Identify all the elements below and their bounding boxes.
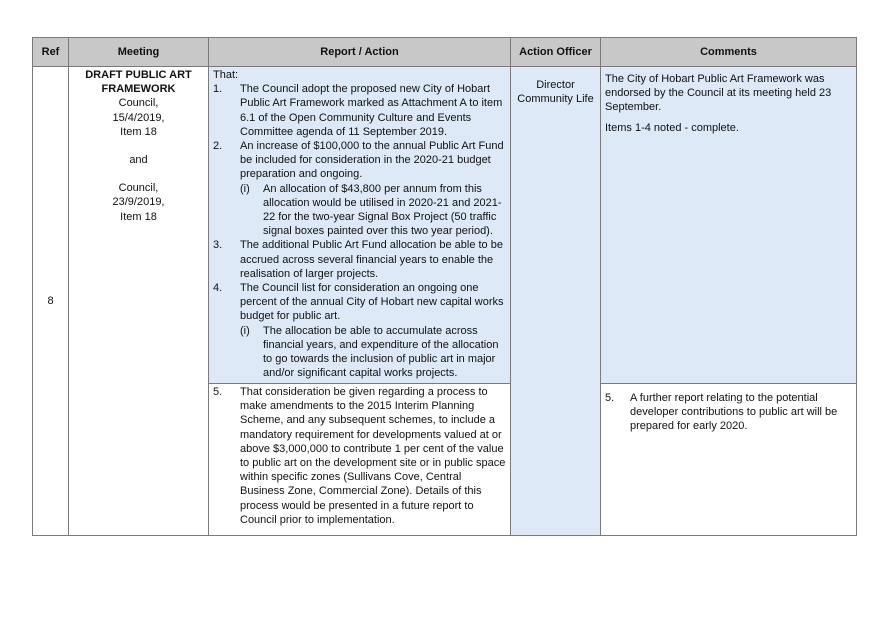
- meeting-line: 23/9/2019,: [112, 196, 165, 209]
- list-item: 1. The Council adopt the proposed new City of Hobart Public Art Framework marked as Attachment A to item 6.1 of the Open Community Culture and Events Committee agenda of 11 September 2019.: [213, 83, 503, 138]
- comment-text: The City of Hobart Public Art Framework was endorsed by the Council at its meeting held 23 September.: [605, 73, 832, 114]
- comments-cell-items-1-4: [601, 67, 857, 384]
- meeting-cell: [69, 67, 209, 536]
- report-intro: That:: [213, 69, 239, 81]
- meeting-line: Item 18: [120, 125, 157, 138]
- list-item: 2. An increase of $100,000 to the annual Public Art Fund be included for consideration in the 2020-21 budget preparation and ongoing.: [213, 140, 504, 181]
- action-officer-cell: Director Community Life: [511, 67, 601, 536]
- meeting-line: Council,: [118, 182, 159, 195]
- meeting-title: DRAFT PUBLIC ART FRAMEWORK: [85, 69, 192, 96]
- header-comments: Comments: [601, 38, 857, 67]
- list-item: 5. That consideration be given regarding a process to make amendments to the 2015 Interim Planning Scheme, and any subsequent schemes, to include a mandatory requirement for developments valued at or above $3,000,000 to contribute 1 per cent of the value to public art on the development site or in public space within specific zones (Sullivans Cove, Central Business Zone, Commercial Zone). Details of this process would be presented in a future report to Council prior to implementation.: [213, 386, 506, 526]
- meeting-line: Council,: [118, 97, 159, 110]
- meeting-line: 15/4/2019,: [112, 111, 165, 124]
- list-item: 4. The Council list for consideration an ongoing one percent of the annual City of Hobart new capital works budget for public art.: [213, 282, 504, 323]
- report-cell-items-1-4: [209, 67, 511, 384]
- report-cell-item-5: [209, 384, 511, 536]
- header-ref: Ref: [33, 38, 69, 67]
- table-row: [33, 67, 857, 384]
- meeting-and: and: [129, 154, 148, 167]
- comment-text: Items 1-4 noted - complete.: [605, 121, 739, 134]
- meeting-line: Item 18: [120, 210, 157, 223]
- action-table: [32, 37, 857, 536]
- sub-list-item: (i) The allocation be able to accumulate across financial years, and expenditure of the allocation to go towards the inclusion of public art in major and/or significant capital works projects.: [240, 324, 499, 380]
- header-action-officer: Action Officer: [511, 38, 601, 67]
- list-item: 5. A further report relating to the potential developer contributions to public art will be prepared for early 2020.: [605, 392, 838, 433]
- ref-cell: 8: [33, 67, 69, 536]
- comments-cell-item-5: [601, 384, 857, 536]
- list-item: 3. The additional Public Art Fund allocation be able to be accrued across several financial years to enable the realisation of larger projects.: [213, 239, 503, 280]
- header-meeting: Meeting: [69, 38, 209, 67]
- header-report-action: Report / Action: [209, 38, 511, 67]
- sub-list-item: (i) An allocation of $43,800 per annum from this allocation would be utilised in 2020-21 and 2021-22 for the two-year Signal Box Project (50 traffic signal boxes painted over this two year period).: [240, 182, 502, 238]
- header-row: [33, 38, 857, 67]
